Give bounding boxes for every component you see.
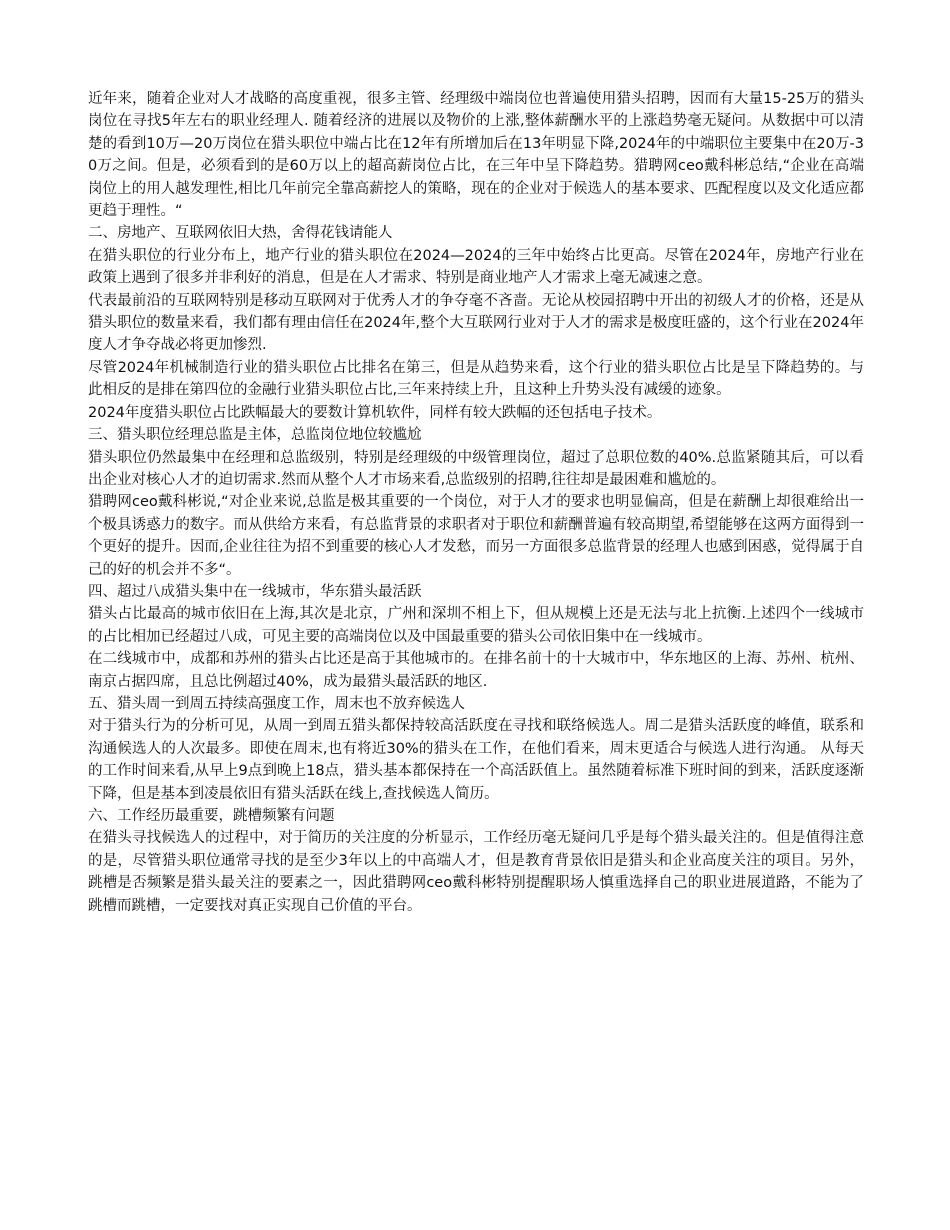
paragraph-position-levels: 猎头职位仍然最集中在经理和总监级别，特别是经理级的中级管理岗位，超过了总职位数的40%.总监紧随其后，可以看出企业对核心人才的迫切需求.然而从整个人才市场来看,总监级别的招聘,往往却是最困难和尴尬的。 bbox=[88, 449, 864, 488]
paragraph-second-tier-cities: 在二线城市中，成都和苏州的猎头占比还是高于其他城市的。在排名前十的十大城市中，华东地区的上海、苏州、杭州、南京占据四席，且总比例超过40%，成为最猎头最活跃的地区. bbox=[88, 651, 864, 690]
paragraph-software-decline: 2024年度猎头职位占比跌幅最大的要数计算机软件，同样有较大跌幅的还包括电子技术。 bbox=[88, 404, 662, 421]
paragraph-intro: 近年来，随着企业对人才战略的高度重视，很多主管、经理级中端岗位也普遍使用猎头招聘，因而有大量15-25万的猎头岗位在寻找5年左右的职业经理人. 随着经济的进展以及物价的上涨,整体薪酬水平的上涨趋势毫无疑问。从数据中可以清楚的看到10万—20万岗位在猎头职位中端占比在12年有所增加后在13年明显下降,2024年的中端职位主要集中在20万-30万之间。但是，必须看到的是60万以上的超高薪岗位占比，在三年中呈下降趋势。猎聘网ceo戴科彬总结,“企业在高端岗位上的用人越发理性,相比几年前完全靠高薪挖人的策略，现在的企业对于候选人的基本要求、匹配程度以及文化适应都更趋于理性。“ bbox=[88, 91, 864, 220]
section-heading-manager-director: 三、猎头职位经理总监是主体，总监岗位地位较尴尬 bbox=[88, 427, 422, 444]
paragraph-city-share: 猎头占比最高的城市依旧在上海,其次是北京，广州和深圳不相上下，但从规模上还是无法与北上抗衡.上述四个一线城市的占比相加已经超过八成，可见主要的高端岗位以及中国最重要的猎头公司依旧集中在一线城市。 bbox=[88, 606, 864, 645]
paragraph-internet-talent: 代表最前沿的互联网特别是移动互联网对于优秀人才的争夺毫不吝啬。无论从校园招聘中开出的初级人才的价格，还是从猎头职位的数量来看，我们都有理由信任在2024年,整个大互联网行业对于人才的需求是极度旺盛的，这个行业在2024年度人才争夺战必将更加惨烈. bbox=[88, 292, 864, 354]
section-heading-real-estate-internet: 二、房地产、互联网依旧大热，舍得花钱请能人 bbox=[88, 225, 393, 242]
document-body bbox=[88, 88, 864, 917]
paragraph-activity-analysis: 对于猎头行为的分析可见，从周一到周五猎头都保持较高活跃度在寻找和联络候选人。周二是猎头活跃度的峰值，联系和沟通候选人的人次最多。即使在周末,也有将近30%的猎头在工作，在他们看来，周末更适合与候选人进行沟通。 从每天的工作时间来看,从早上9点到晚上18点，猎头基本都保持在一个高活跃值上。虽然随着标准下班时间的到来，活跃度逐渐下降，但是基本到凌晨依旧有猎头活跃在线上,查找候选人简历。 bbox=[88, 718, 864, 802]
section-heading-tier-one-cities: 四、超过八成猎头集中在一线城市，华东猎头最活跃 bbox=[88, 583, 422, 600]
section-heading-work-experience: 六、工作经历最重要，跳槽频繁有问题 bbox=[88, 808, 335, 824]
paragraph-manufacturing-finance: 尽管2024年机械制造行业的猎头职位占比排名在第三，但是从趋势来看，这个行业的猎头职位占比是呈下降趋势的。与此相反的是排在第四位的金融行业猎头职位占比,三年来持续上升，且这种上升势头没有减缓的迹象。 bbox=[88, 359, 864, 399]
section-heading-weekly-activity: 五、猎头周一到周五持续高强度工作，周末也不放弃候选人 bbox=[88, 695, 465, 712]
paragraph-ceo-quote-director: 猎聘网ceo戴科彬说,“对企业来说,总监是极其重要的一个岗位，对于人才的要求也明显偏高，但是在薪酬上却很难给出一个极具诱惑力的数字。而从供给方来看，有总监背景的求职者对于职位和薪酬普遍有较高期望,希望能够在这两方面得到一个更好的提升。因而,企业往往为招不到重要的核心人才发愁，而另一方面很多总监背景的经理人也感到困惑，觉得属于自己的好的机会并不多“。 bbox=[88, 494, 864, 578]
paragraph-industry-distribution: 在猎头职位的行业分布上，地产行业的猎头职位在2024—2024的三年中始终占比更高。尽管在2024年，房地产行业在政策上遇到了很多并非利好的消息，但是在人才需求、特别是商业地产人才需求上毫无减速之意。 bbox=[88, 247, 864, 287]
paragraph-resume-focus: 在猎头寻找候选人的过程中，对于简历的关注度的分析显示，工作经历毫无疑问几乎是每个猎头最关注的。但是值得注意的是，尽管猎头职位通常寻找的是至少3年以上的中高端人才，但是教育背景依旧是猎头和企业高度关注的项目。另外，跳槽是否频繁是猎头最关注的要素之一，因此猎聘网ceo戴科彬特别提醒职场人慎重选择自己的职业进展道路，不能为了跳槽而跳槽，一定要找对真正实现自己价值的平台。 bbox=[88, 830, 864, 914]
